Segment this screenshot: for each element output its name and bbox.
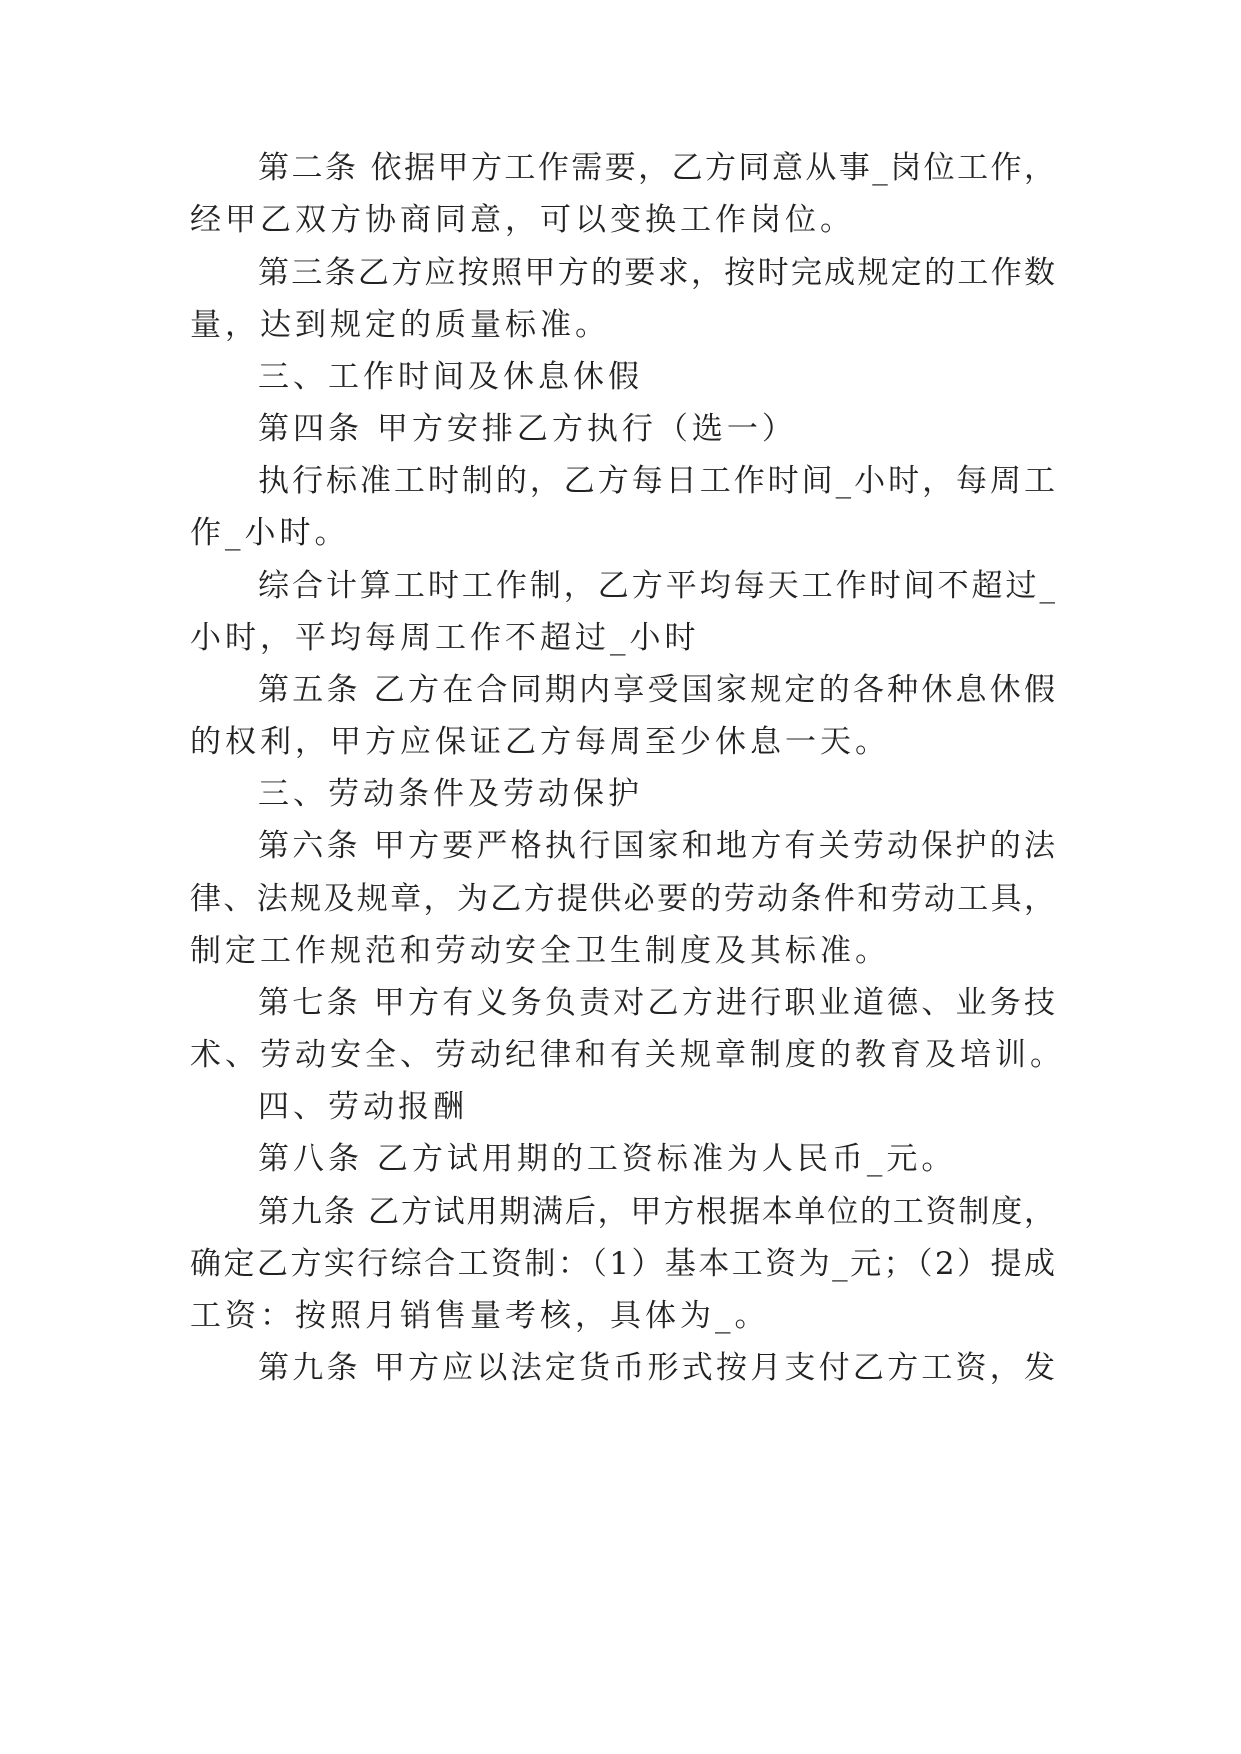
- line-text: 第二条 依据甲方工作需要，乙方同意从事_岗位工作，: [258, 150, 1055, 186]
- paragraph-line: [0, 1035, 1241, 1075]
- line-text: 第九条 乙方试用期满后，甲方根据本单位的工资制度，: [258, 1194, 1055, 1230]
- section-heading: [0, 774, 1241, 814]
- line-text: 小时，平均每周工作不超过_小时: [190, 620, 700, 656]
- paragraph-line: [0, 931, 1241, 971]
- paragraph-line: [0, 1139, 1241, 1179]
- line-text: 第三条乙方应按照甲方的要求，按时完成规定的工作数: [258, 255, 1055, 291]
- paragraph-line: [0, 1348, 1241, 1388]
- paragraph-line: [0, 200, 1241, 240]
- line-text: 执行标准工时制的，乙方每日工作时间_小时，每周工: [258, 463, 1055, 499]
- paragraph-line: [0, 513, 1241, 553]
- line-text: 第七条 甲方有义务负责对乙方进行职业道德、业务技: [258, 985, 1055, 1021]
- line-text: 量，达到规定的质量标准。: [190, 307, 610, 343]
- line-text: 经甲乙双方协商同意，可以变换工作岗位。: [190, 202, 855, 238]
- line-text: 工资：按照月销售量考核，具体为_。: [190, 1298, 770, 1334]
- paragraph-line: [0, 253, 1241, 293]
- paragraph-line: [0, 722, 1241, 762]
- line-text: 的权利，甲方应保证乙方每周至少休息一天。: [190, 724, 890, 760]
- line-text: 确定乙方实行综合工资制：（1）基本工资为_元；（2）提成: [190, 1246, 1055, 1282]
- paragraph-line: [0, 879, 1241, 919]
- line-text: 律、法规及规章，为乙方提供必要的劳动条件和劳动工具，: [190, 881, 1055, 917]
- paragraph-line: [0, 983, 1241, 1023]
- section-heading: [0, 1087, 1241, 1127]
- paragraph-line: [0, 461, 1241, 501]
- line-text: 制定工作规范和劳动安全卫生制度及其标准。: [190, 933, 890, 969]
- paragraph-line: [0, 148, 1241, 188]
- line-text: 作_小时。: [190, 515, 350, 551]
- paragraph-line: [0, 1296, 1241, 1336]
- line-text: 第六条 甲方要严格执行国家和地方有关劳动保护的法: [258, 828, 1055, 864]
- paragraph-line: [0, 409, 1241, 449]
- paragraph-line: [0, 1244, 1241, 1284]
- line-text: 综合计算工时工作制，乙方平均每天工作时间不超过_: [258, 568, 1055, 604]
- line-text: 四、劳动报酬: [258, 1089, 468, 1125]
- line-text: 第四条 甲方安排乙方执行（选一）: [258, 411, 797, 447]
- line-text: 三、工作时间及休息休假: [258, 359, 643, 395]
- paragraph-line: [0, 305, 1241, 345]
- paragraph-line: [0, 826, 1241, 866]
- line-text: 第五条 乙方在合同期内享受国家规定的各种休息休假: [258, 672, 1055, 708]
- paragraph-line: [0, 618, 1241, 658]
- line-text: 第八条 乙方试用期的工资标准为人民币_元。: [258, 1141, 957, 1177]
- section-heading: [0, 357, 1241, 397]
- paragraph-line: [0, 566, 1241, 606]
- line-text: 术、劳动安全、劳动纪律和有关规章制度的教育及培训。: [190, 1037, 1065, 1073]
- paragraph-line: [0, 670, 1241, 710]
- line-text: 三、劳动条件及劳动保护: [258, 776, 643, 812]
- paragraph-line: [0, 1192, 1241, 1232]
- line-text: 第九条 甲方应以法定货币形式按月支付乙方工资，发: [258, 1350, 1055, 1386]
